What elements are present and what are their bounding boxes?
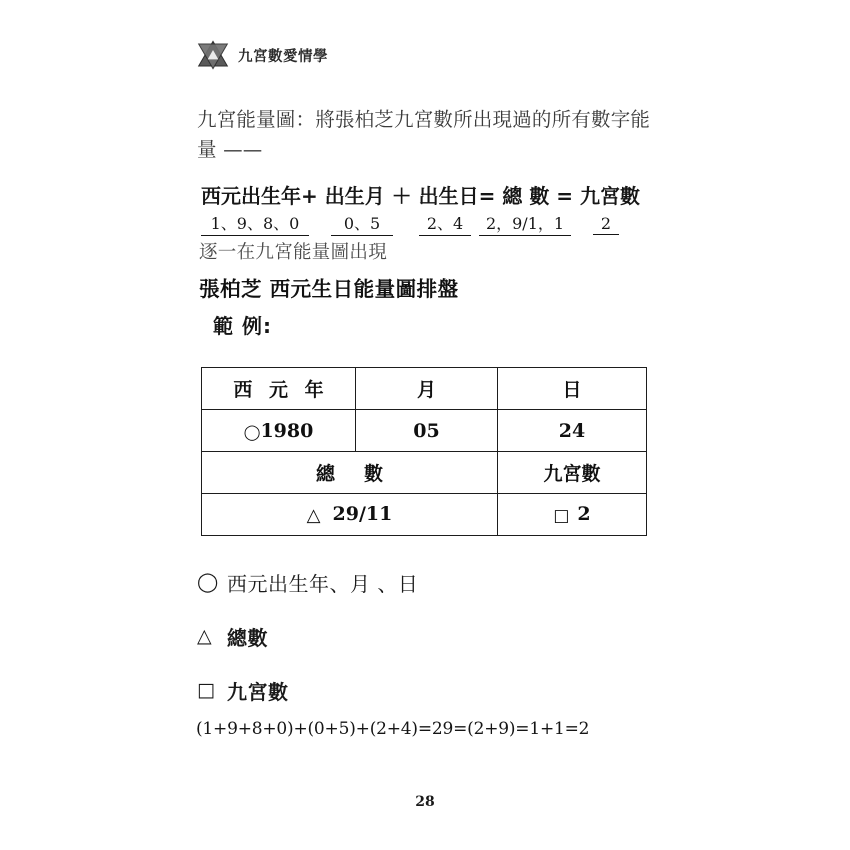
table-value-total-text: 29/11 — [332, 503, 393, 525]
table-header-total: 總 數 — [202, 452, 498, 494]
table-row-values-top — [202, 410, 647, 452]
intro-paragraph: 九宮能量圖：將張柏芝九宮數所出現過的所有數字能量 —— — [197, 108, 651, 161]
table-row-values-bottom — [202, 494, 647, 536]
header-title: 九宮數愛情學 — [238, 47, 328, 65]
table-header-month: 月 — [356, 368, 498, 410]
legend-list — [197, 555, 617, 717]
table-value-year — [202, 410, 356, 452]
circle-marker-icon: ◯ — [243, 422, 261, 441]
circle-legend-icon: ◯ — [197, 571, 219, 593]
triangle-legend-icon: △ — [197, 625, 212, 647]
square-legend-icon: □ — [197, 679, 215, 701]
calculation-equation: (1+9+8+0)+(0+5)+(2+4)=29=(2+9)=1+1=2 — [196, 719, 590, 739]
formula-value-nine: 2 — [593, 214, 619, 235]
formula-terms: 西元出生年+ 出生月 ＋ 出生日= 總 數 = 九宮數 — [201, 184, 641, 208]
formula-value-total: 2，9/1，1 — [479, 211, 571, 236]
legend-label-square: 九宮數 — [227, 679, 289, 704]
hexagram-star-icon — [196, 40, 230, 70]
example-label: 範 例: — [213, 314, 272, 338]
birthday-energy-table — [201, 367, 647, 536]
table-value-nine-text: 2 — [577, 503, 591, 525]
square-marker-icon: □ — [553, 506, 570, 526]
triangle-marker-icon: △ — [306, 505, 321, 526]
section-heading: 張柏芝 西元生日能量圖排盤 — [199, 277, 459, 301]
table-value-nine — [498, 494, 647, 536]
table-row-header-top — [202, 368, 647, 410]
formula-value-year: 1、9、8、0 — [201, 211, 309, 236]
table-row-header-bottom — [202, 452, 647, 494]
legend-label-circle: 西元出生年、月 、日 — [227, 571, 419, 596]
table-header-year: 西 元 年 — [202, 368, 356, 410]
table-value-month: 05 — [356, 410, 498, 452]
table-header-day: 日 — [498, 368, 647, 410]
page-number: 28 — [415, 794, 435, 810]
page-header — [196, 40, 328, 70]
sub-line: 逐一在九宮能量圖出現 — [199, 242, 388, 263]
legend-item-triangle — [197, 609, 617, 663]
formula-value-day: 2、4 — [419, 211, 471, 236]
table-header-nine: 九宮數 — [498, 452, 647, 494]
formula-value-month: 0、5 — [331, 211, 393, 236]
legend-item-circle — [197, 555, 617, 609]
formula-values-row — [201, 211, 671, 236]
table-value-total — [202, 494, 498, 536]
formula-block — [201, 180, 671, 236]
table-value-day: 24 — [498, 410, 647, 452]
legend-item-square — [197, 663, 617, 717]
legend-label-triangle: 總數 — [227, 625, 268, 650]
table-value-year-text: 1980 — [260, 419, 314, 442]
